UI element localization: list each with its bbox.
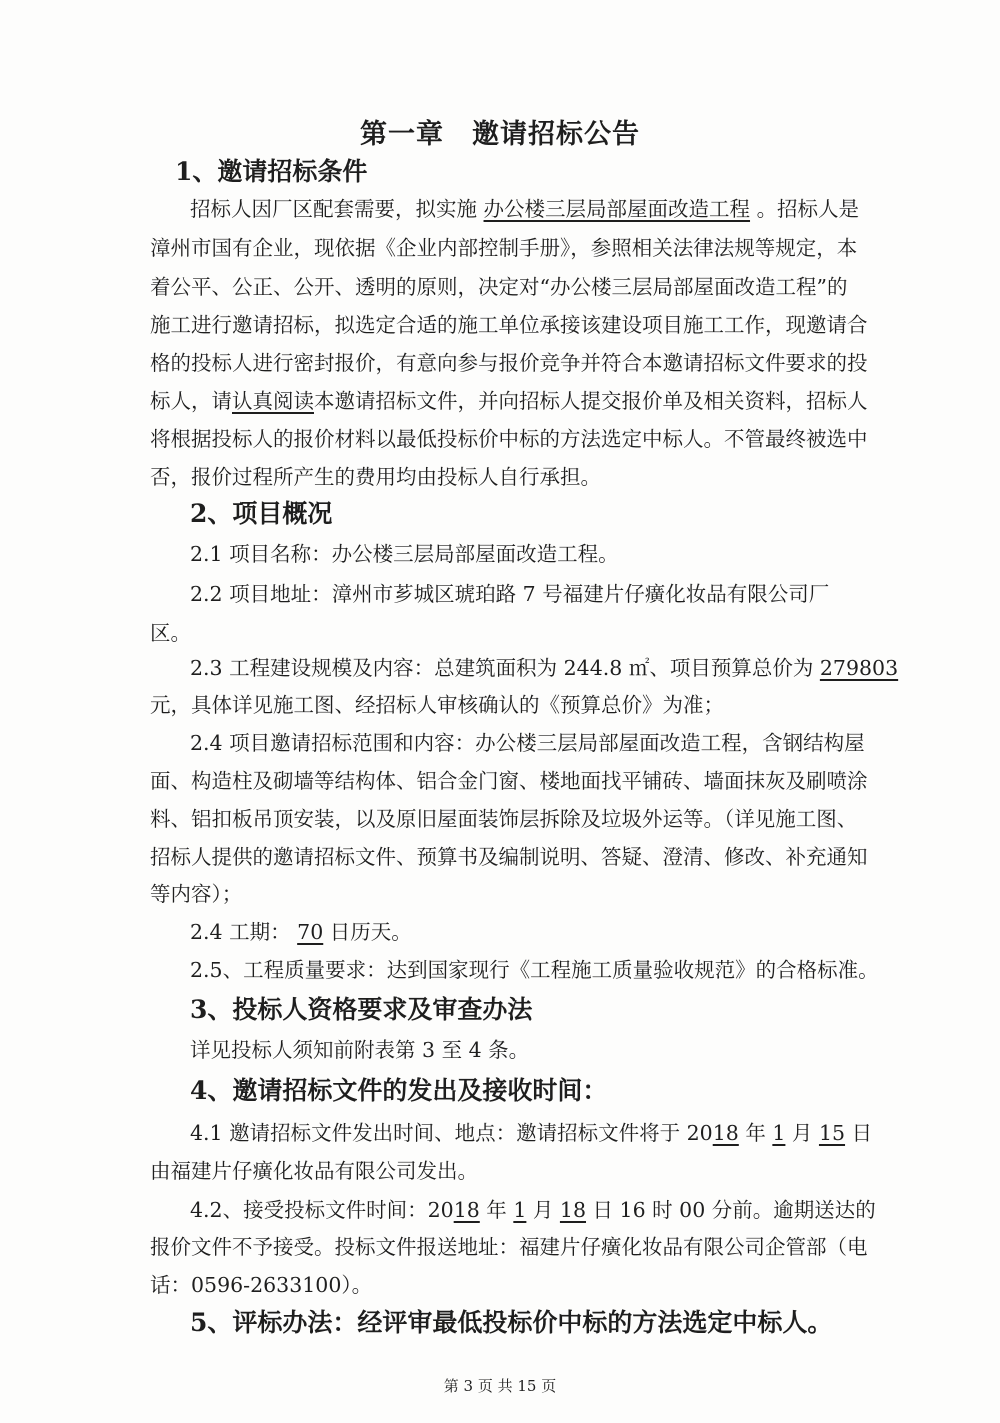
text: 月 — [526, 1198, 560, 1222]
section-1-line-7: 将根据投标人的报价材料以最低投标价中标的方法选定中标人。不管最终被选中 — [150, 427, 868, 451]
text: 日 16 时 00 分前。逾期送达的 — [586, 1198, 876, 1222]
page-footer: 第 3 页 共 15 页 — [443, 1377, 557, 1395]
item-2-2: 2.2 项目地址：漳州市芗城区琥珀路 7 号福建片仔癀化妆品有限公司厂 — [190, 582, 830, 606]
item-4-2 — [190, 1193, 876, 1223]
item-2-4-duration — [190, 915, 870, 945]
section-1-line-2: 漳州市国有企业，现依据《企业内部控制手册》，参照相关法律法规等规定，本 — [150, 236, 858, 260]
item-4-1 — [190, 1116, 873, 1146]
item-2-3 — [190, 651, 899, 681]
item-2-1: 2.1 项目名称：办公楼三层局部屋面改造工程。 — [190, 542, 619, 566]
text: 年 — [479, 1198, 514, 1222]
item-2-4-line-5: 等内容）； — [150, 882, 243, 906]
section-1-heading: 1、邀请招标条件 — [175, 157, 368, 186]
item-4-2-line-2: 报价文件不予接受。投标文件报送地址：福建片仔癀化妆品有限公司企管部（电 — [150, 1235, 868, 1259]
section-1-line-1 — [190, 192, 870, 222]
deadline-day: 18 — [559, 1198, 587, 1222]
chapter-title: 第一章 邀请招标公告 — [360, 119, 640, 150]
text: 本邀请招标文件，并向招标人提交报价单及相关资料，招标人 — [314, 389, 868, 413]
item-2-2-cont: 区。 — [150, 621, 191, 645]
issue-month: 1 — [772, 1121, 786, 1145]
text: 4.2、接受投标文件时间：20 — [190, 1198, 454, 1222]
item-2-4: 2.4 项目邀请招标范围和内容：办公楼三层局部屋面改造工程，含钢结构屋 — [190, 731, 865, 755]
text: 年 — [738, 1121, 773, 1145]
text: 2.4 工期： — [190, 920, 291, 944]
section-3-heading: 3、投标人资格要求及审查办法 — [190, 995, 533, 1024]
section-1-line-5: 格的投标人进行密封报价，有意向参与报价竞争并符合本邀请招标文件要求的投 — [150, 351, 868, 375]
text: 。招标人是 — [756, 197, 860, 221]
item-4-2-line-3: 话：0596-2633100）。 — [150, 1273, 373, 1297]
section-5-heading: 5、评标办法：经评审最低投标价中标的方法选定中标人。 — [190, 1308, 833, 1337]
item-2-3-cont: 元，具体详见施工图、经招标人审核确认的《预算总价》为准； — [150, 693, 724, 717]
text: 日 — [845, 1121, 873, 1145]
section-1-line-4: 施工进行邀请招标，拟选定合适的施工单位承接该建设项目施工工作，现邀请合 — [150, 313, 868, 337]
project-name-underlined: 办公楼三层局部屋面改造工程 — [483, 197, 751, 221]
section-4-heading: 4、邀请招标文件的发出及接收时间： — [190, 1076, 608, 1105]
item-2-5: 2.5、工程质量要求：达到国家现行《工程施工质量验收规范》的合格标准。 — [190, 958, 879, 982]
text: 招标人因厂区配套需要，拟实施 — [190, 197, 477, 221]
item-2-4-line-3: 料、铝扣板吊顶安装，以及原旧屋面装饰层拆除及垃圾外运等。（详见施工图、 — [150, 807, 858, 831]
budget-price: 279803 — [819, 656, 899, 680]
text: 月 — [785, 1121, 819, 1145]
section-1-line-8: 否，报价过程所产生的费用均由投标人自行承担。 — [150, 465, 601, 489]
section-3-text: 详见投标人须知前附表第 3 至 4 条。 — [190, 1038, 530, 1062]
section-2-heading: 2、项目概况 — [190, 499, 333, 528]
deadline-year: 18 — [453, 1198, 480, 1222]
duration-days: 70 — [297, 920, 324, 944]
item-2-4-line-2: 面、构造柱及砌墙等结构体、铝合金门窗、楼地面找平铺砖、墙面抹灰及刷喷涂 — [150, 769, 868, 793]
issue-day: 15 — [818, 1121, 846, 1145]
deadline-month: 1 — [513, 1198, 527, 1222]
text: 2.3 工程建设规模及内容：总建筑面积为 244.8 ㎡、项目预算总价为 — [190, 656, 814, 680]
text: 4.1 邀请招标文件发出时间、地点：邀请招标文件将于 20 — [190, 1121, 713, 1145]
text: 标人，请 — [150, 389, 232, 413]
section-1-line-6 — [150, 384, 870, 414]
text: 日历天。 — [329, 920, 412, 944]
read-carefully-underlined: 认真阅读 — [232, 389, 314, 413]
issue-year: 18 — [712, 1121, 739, 1145]
item-2-4-line-4: 招标人提供的邀请招标文件、预算书及编制说明、答疑、澄清、修改、补充通知 — [150, 845, 868, 869]
item-4-1-cont: 由福建片仔癀化妆品有限公司发出。 — [150, 1159, 478, 1183]
section-1-line-3: 着公平、公正、公开、透明的原则，决定对“办公楼三层局部屋面改造工程”的 — [150, 275, 848, 299]
